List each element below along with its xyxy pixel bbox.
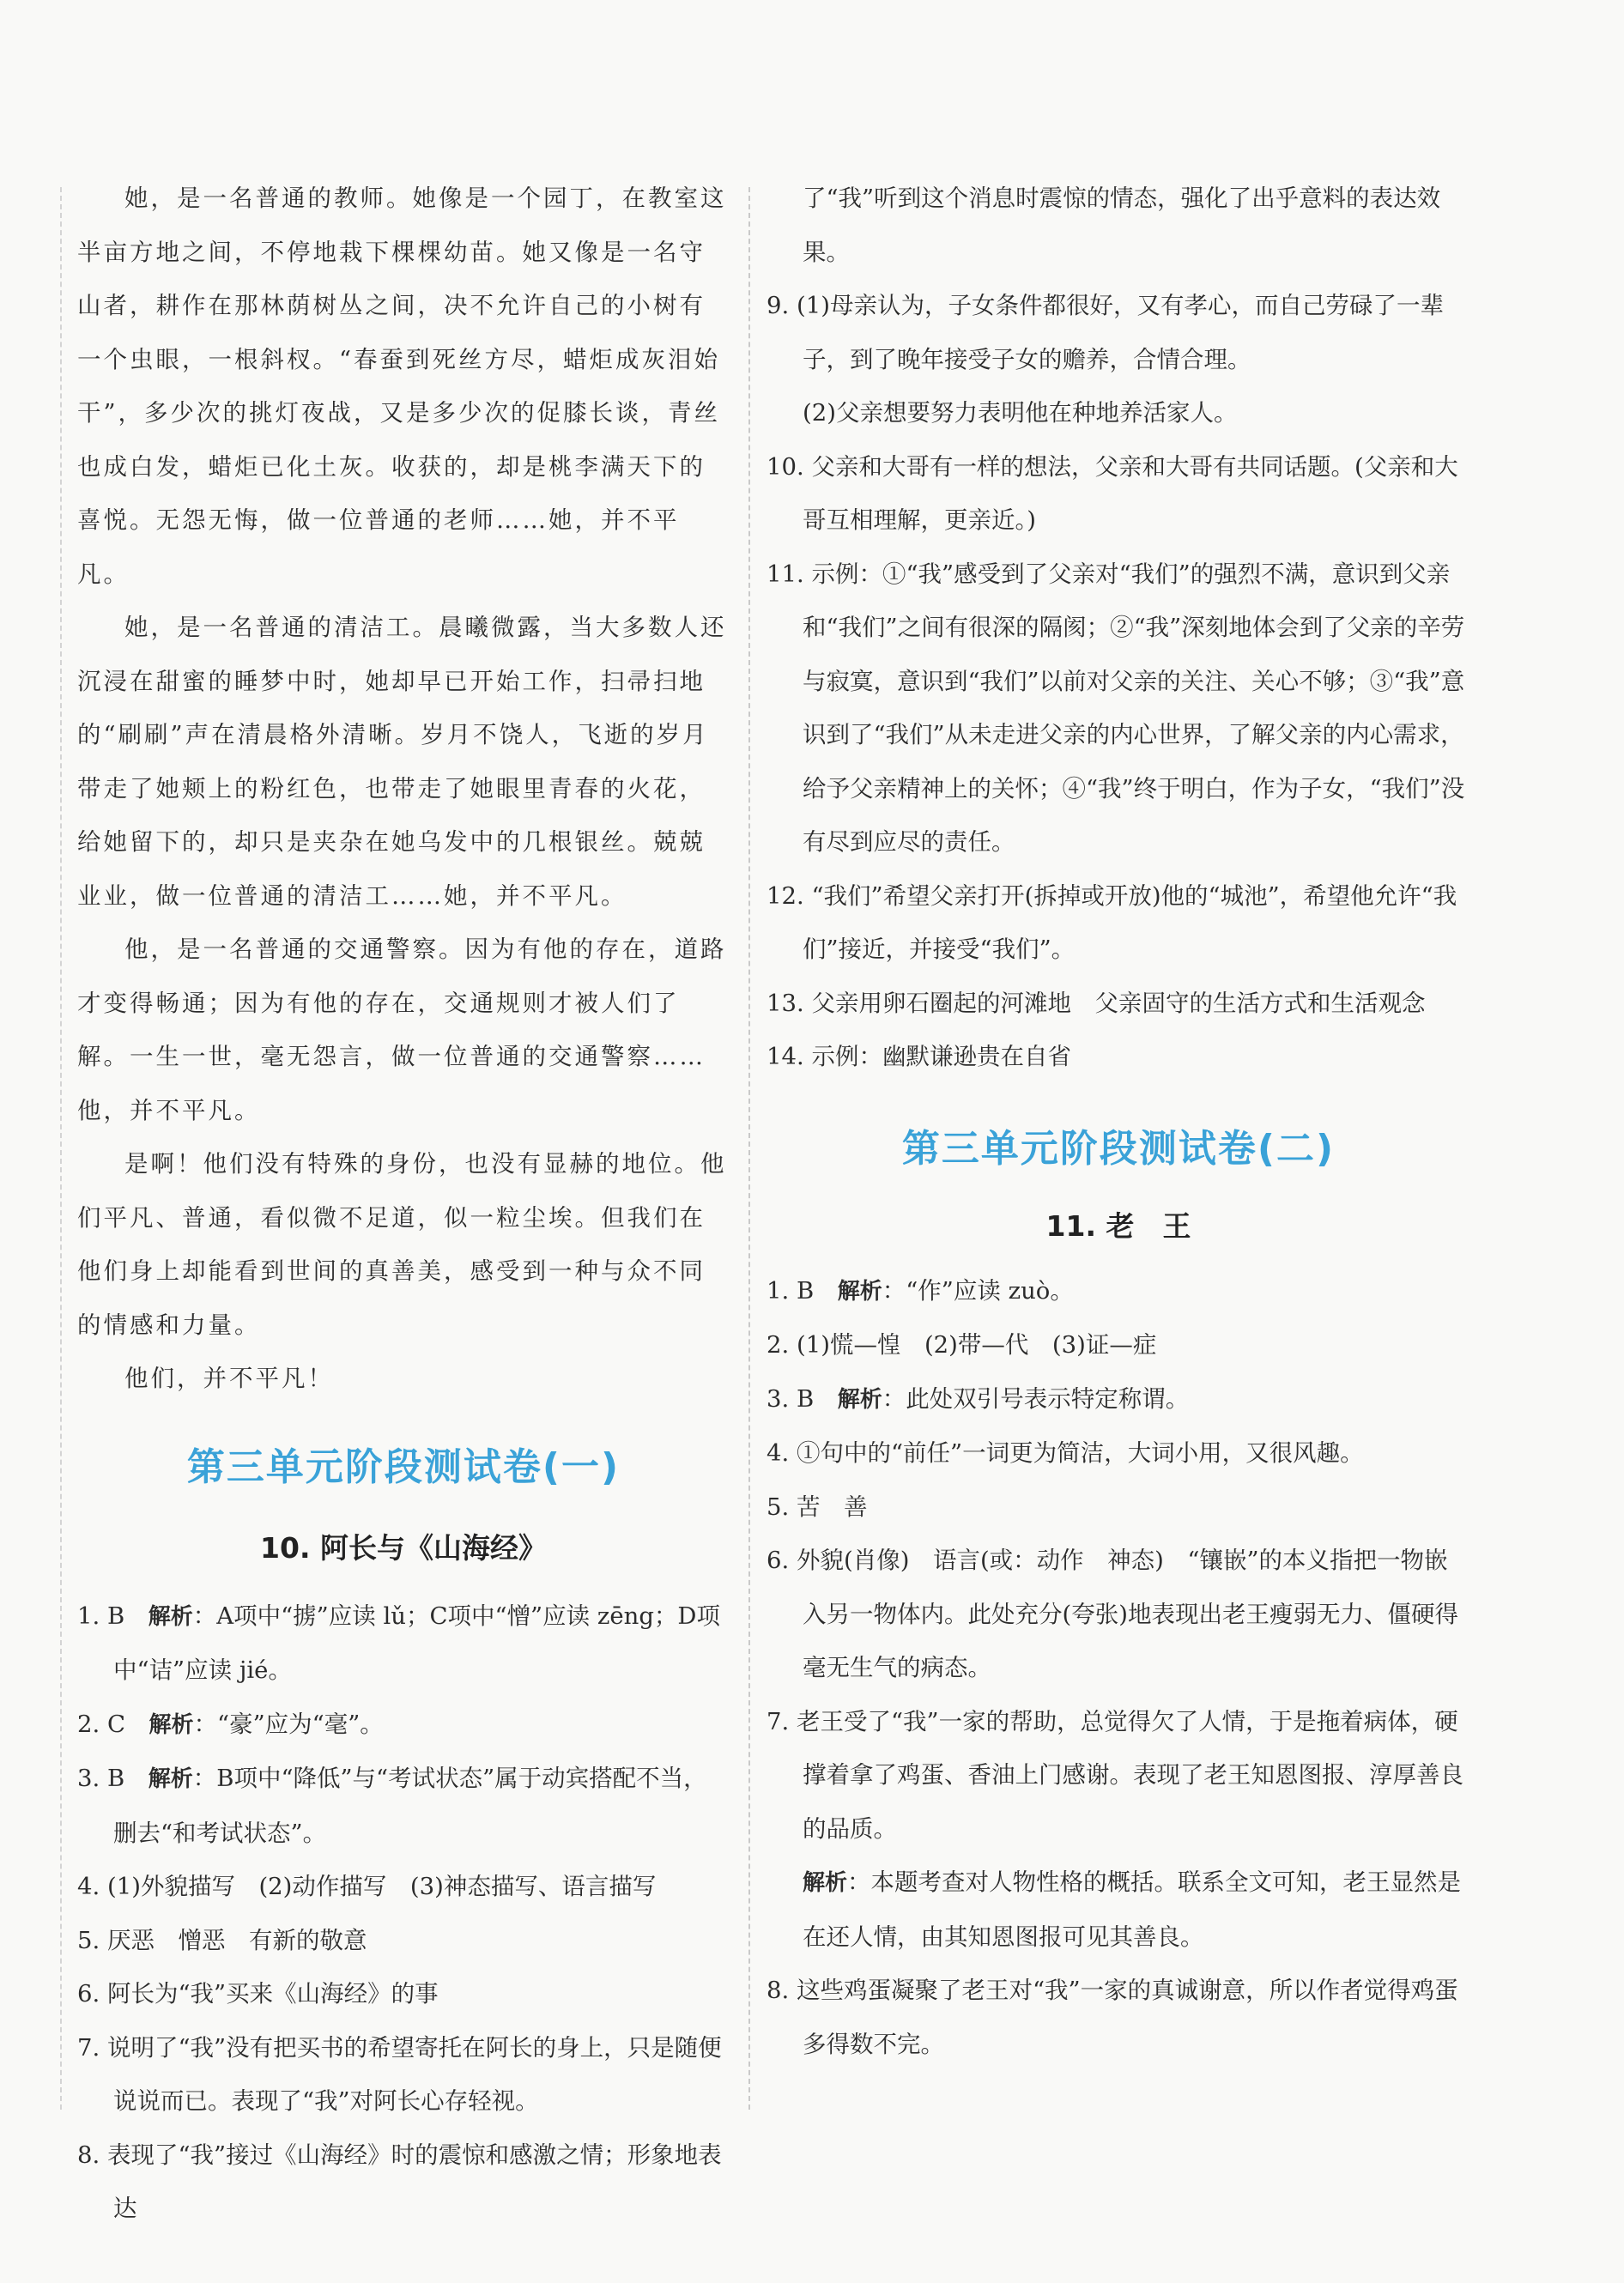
answer-item: 14. 示例：幽默谦逊贵在自省 bbox=[767, 1043, 1071, 1070]
answer-item: 6. 外貌(肖像) 语言(或：动作 神态) “镶嵌”的本义指把一物嵌入另一物体内。此处充分(夸张)地表现出老王瘦弱无力、僵硬得毫无生气的病态。 bbox=[767, 1547, 1458, 1681]
answer-item: 4. (1)外貌描写 (2)动作描写 (3)神态描写、语言描写 bbox=[77, 1873, 657, 1900]
answer-item: 13. 父亲用卵石圈起的河滩地 父亲固守的生活方式和生活观念 bbox=[767, 989, 1426, 1017]
answer-item: 10. 父亲和大哥有一样的想法，父亲和大哥有共同话题。(父亲和大哥互相理解，更亲近。) bbox=[767, 452, 1458, 534]
right-column bbox=[767, 172, 1470, 2071]
essay-paragraph: 他，是一名普通的交通警察。因为有他的存在，道路才变得畅通；因为有他的存在，交通规则才被人们了解。一生一世，毫无怨言，做一位普通的交通警察……他，并不平凡。 bbox=[77, 936, 727, 1124]
answer-list bbox=[767, 1264, 1470, 2072]
answer-item: 2. C 解析：“豪”应为“毫”。 bbox=[77, 1710, 384, 1738]
answer-item: 4. ①句中的“前任”一词更为简洁，大词小用，又很风趣。 bbox=[767, 1439, 1364, 1467]
answer-item: 1. B 解析：“作”应读 zuò。 bbox=[767, 1276, 1074, 1305]
essay-paragraph: 她，是一名普通的教师。她像是一个园丁，在教室这半亩方地之间，不停地栽下棵棵幼苗。她又像是一名守山者，耕作在那林荫树丛之间，决不允许自己的小树有一个虫眼，一根斜杈。“春蚕到死丝方尽，蜡炬成灰泪始干”，多少次的挑灯夜战，又是多少次的促膝长谈，青丝也成白发，蜡炬已化土灰。收获的，却是桃李满天下的喜悦。无怨无悔，做一位普通的老师……她，并不平凡。 bbox=[77, 185, 727, 588]
column-divider bbox=[748, 187, 750, 2110]
answer-item: 3. B 解析：此处双引号表示特定称谓。 bbox=[767, 1384, 1190, 1413]
left-column bbox=[77, 172, 730, 2236]
section-title: 第三单元阶段测试卷(一) bbox=[186, 1444, 621, 1489]
section-title: 第三单元阶段测试卷(二) bbox=[901, 1126, 1336, 1171]
answer-item: 2. (1)慌—惶 (2)带—代 (3)证—症 bbox=[767, 1331, 1157, 1359]
essay-paragraph: 是啊！他们没有特殊的身份，也没有显赫的地位。他们平凡、普通，看似微不足道，似一粒尘埃。但我们在他们身上却能看到世间的真善美，感受到一种与众不同的情感和力量。 bbox=[77, 1150, 727, 1339]
essay-paragraph: 她，是一名普通的清洁工。晨曦微露，当大多数人还沉浸在甜蜜的睡梦中时，她却早已开始工作，扫帚扫地的“刷刷”声在清晨格外清晰。岁月不饶人，飞逝的岁月带走了她颊上的粉红色，也带走了她眼里青春的火花，给她留下的，却只是夹杂在她乌发中的几根银丝。兢兢业业，做一位普通的清洁工……她，并不平凡。 bbox=[77, 614, 727, 910]
left-margin-line bbox=[60, 187, 62, 2110]
answer-item: 6. 阿长为“我”买来《山海经》的事 bbox=[77, 1980, 439, 2007]
answer-item: 8. 这些鸡蛋凝聚了老王对“我”一家的真诚谢意，所以作者觉得鸡蛋多得数不完。 bbox=[767, 1977, 1458, 2058]
answer-item: 12. “我们”希望父亲打开(拆掉或开放)他的“城池”，希望他允许“我们”接近，并接受“我们”。 bbox=[767, 881, 1457, 963]
essay bbox=[77, 172, 730, 1406]
answer-item: 3. B 解析：B项中“降低”与“考试状态”属于动宾搭配不当，删去“和考试状态”。 bbox=[77, 1765, 707, 1847]
lesson-title: 10. 阿长与《山海经》 bbox=[260, 1530, 547, 1565]
answer-list bbox=[77, 1590, 730, 2236]
answer-analysis: 解析：本题考查对人物性格的概括。联系全文可知，老王显然是在还人情，由其知恩图报可见其善良。 bbox=[803, 1868, 1462, 1951]
answer-item: 1. B 解析：A项中“掳”应读 lǔ；C项中“憎”应读 zēng；D项中“诘”应读 jié。 bbox=[77, 1602, 720, 1684]
lesson-title: 11. 老 王 bbox=[1045, 1208, 1191, 1243]
answer-item: 9. (1)母亲认为，子女条件都很好，又有孝心，而自己劳碌了一辈子，到了晚年接受子女的赡养，合情合理。 bbox=[767, 292, 1444, 373]
answer-item: 5. 厌恶 憎恶 有新的敬意 bbox=[77, 1926, 367, 1954]
answer-item: 7. 说明了“我”没有把买书的希望寄托在阿长的身上，只是随便说说而已。表现了“我”对阿长心存轻视。 bbox=[77, 2033, 722, 2115]
essay-paragraph: 他们，并不平凡！ bbox=[124, 1365, 334, 1392]
answer-item: 11. 示例：①“我”感受到了父亲对“我们”的强烈不满，意识到父亲和“我们”之间有很深的隔阂；②“我”深刻地体会到了父亲的辛劳与寂寞，意识到“我们”以前对父亲的关注、关心不够；③“我”意识到了“我们”从未走进父亲的内心世界，了解父亲的内心需求，给予父亲精神上的关怀；④“我”终于明白，作为子女，“我们”没有尽到应尽的责任。 bbox=[767, 560, 1465, 856]
answer-item: 7. 老王受了“我”一家的帮助，总觉得欠了人情，于是拖着病体，硬撑着拿了鸡蛋、香油上门感谢。表现了老王知恩图报、淳厚善良的品质。 bbox=[767, 1707, 1463, 1843]
answer-item: 5. 苦 善 bbox=[767, 1493, 868, 1521]
answer-subitem: (2)父亲想要努力表明他在种地养活家人。 bbox=[803, 399, 1238, 427]
answer-continuation: 了“我”听到这个消息时震惊的情态，强化了出乎意料的表达效果。 bbox=[803, 185, 1441, 266]
answer-item: 8. 表现了“我”接过《山海经》时的震惊和感激之情；形象地表达 bbox=[77, 2141, 722, 2222]
